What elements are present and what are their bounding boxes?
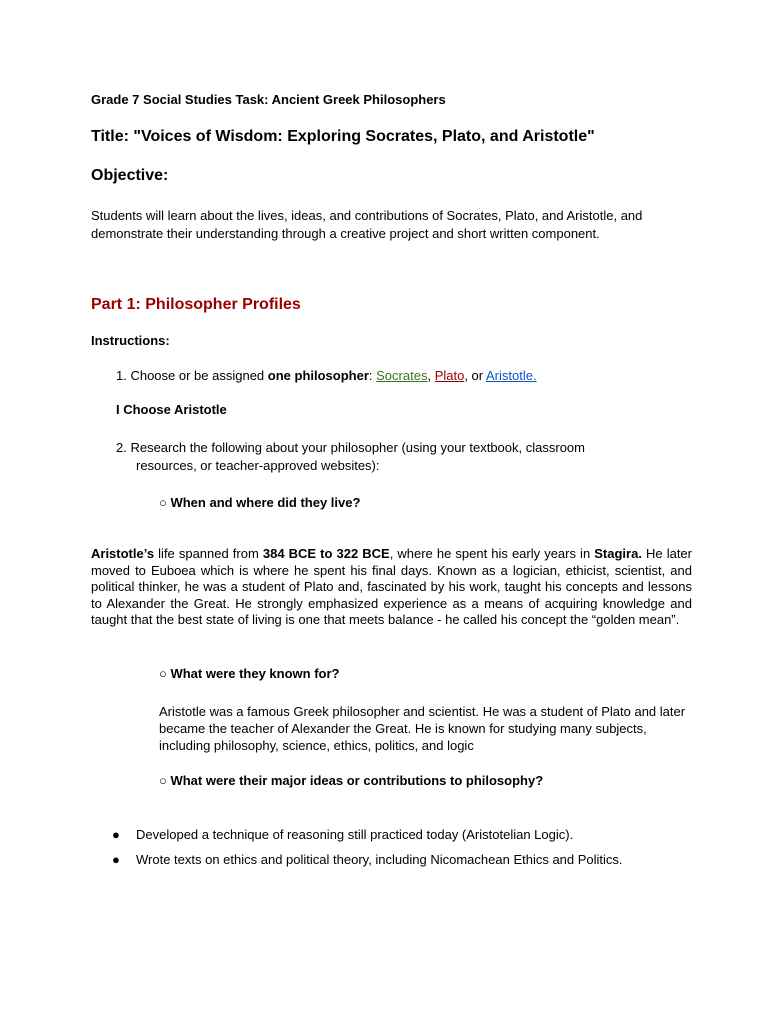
philosopher-choice: I Choose Aristotle — [116, 402, 227, 417]
aristotle-bio — [91, 546, 692, 629]
step1-line — [116, 368, 537, 383]
list-item-text: Developed a technique of reasoning still practiced today (Aristotelian Logic). — [136, 827, 574, 842]
step1-sep1: , — [427, 368, 435, 383]
instructions-label: Instructions: — [91, 333, 170, 348]
list-item — [112, 851, 623, 876]
aristotle-link[interactable]: Aristotle. — [486, 368, 537, 383]
bio-part1: life spanned from — [154, 546, 263, 561]
bio-dates: 384 BCE to 322 BCE — [262, 546, 390, 561]
bio-place: Stagira. — [594, 546, 642, 561]
list-item — [112, 826, 623, 851]
document-header: Grade 7 Social Studies Task: Ancient Greek Philosophers — [91, 92, 446, 107]
bio-part2: , where he spent his early years in — [389, 546, 595, 561]
known-for-text: Aristotle was a famous Greek philosopher and scientist. He was a student of Plato and later became the teacher of Alexander the Great. He is known for studying many subjects, including philosophy, science, ethics, politics, and logic — [159, 704, 686, 753]
contributions-list — [112, 826, 623, 876]
part1-heading: Part 1: Philosopher Profiles — [91, 296, 301, 313]
step2-line2: resources, or teacher-approved websites): — [136, 458, 380, 473]
socrates-link[interactable]: Socrates — [376, 368, 428, 383]
plato-link[interactable]: Plato — [434, 368, 465, 383]
bio-name: Aristotle’s — [91, 546, 155, 561]
bio-part3: He later moved to Euboea which is where he spent his final days. Known as a logician, ethicist, scientist, and political thinker, he was a student of Plato and, fascinated by his work, taught his concepts and lessons to Alexander the Great. He strongly emphasized experience as a means of acquiring knowledge and taught that the best state of living is one that meets balance - he called his concept the “golden mean”. — [91, 546, 692, 627]
bullet-icon: ● — [112, 852, 120, 867]
step2-text — [116, 439, 636, 475]
question-known-for: ○ What were they known for? — [159, 666, 340, 681]
list-item-text: Wrote texts on ethics and political theory, including Nicomachean Ethics and Politics. — [136, 852, 623, 867]
step1-colon: : — [368, 368, 377, 383]
question-when-where: ○ When and where did they live? — [159, 495, 361, 510]
step1-sep2: , or — [464, 368, 487, 383]
bullet-icon: ● — [112, 827, 120, 842]
objective-heading: Objective: — [91, 167, 169, 184]
step1-prefix: 1. Choose or be assigned — [116, 368, 268, 383]
step1-bold: one philosopher — [267, 368, 369, 383]
step2-line1: 2. Research the following about your philosopher (using your textbook, classroom — [116, 440, 585, 455]
objective-text: Students will learn about the lives, ideas, and contributions of Socrates, Plato, and Aristotle, and demonstrate their understanding through a creative project and short written component. — [91, 208, 643, 241]
question-contributions: ○ What were their major ideas or contributions to philosophy? — [159, 773, 544, 788]
document-title: Title: "Voices of Wisdom: Exploring Socrates, Plato, and Aristotle" — [91, 128, 595, 145]
